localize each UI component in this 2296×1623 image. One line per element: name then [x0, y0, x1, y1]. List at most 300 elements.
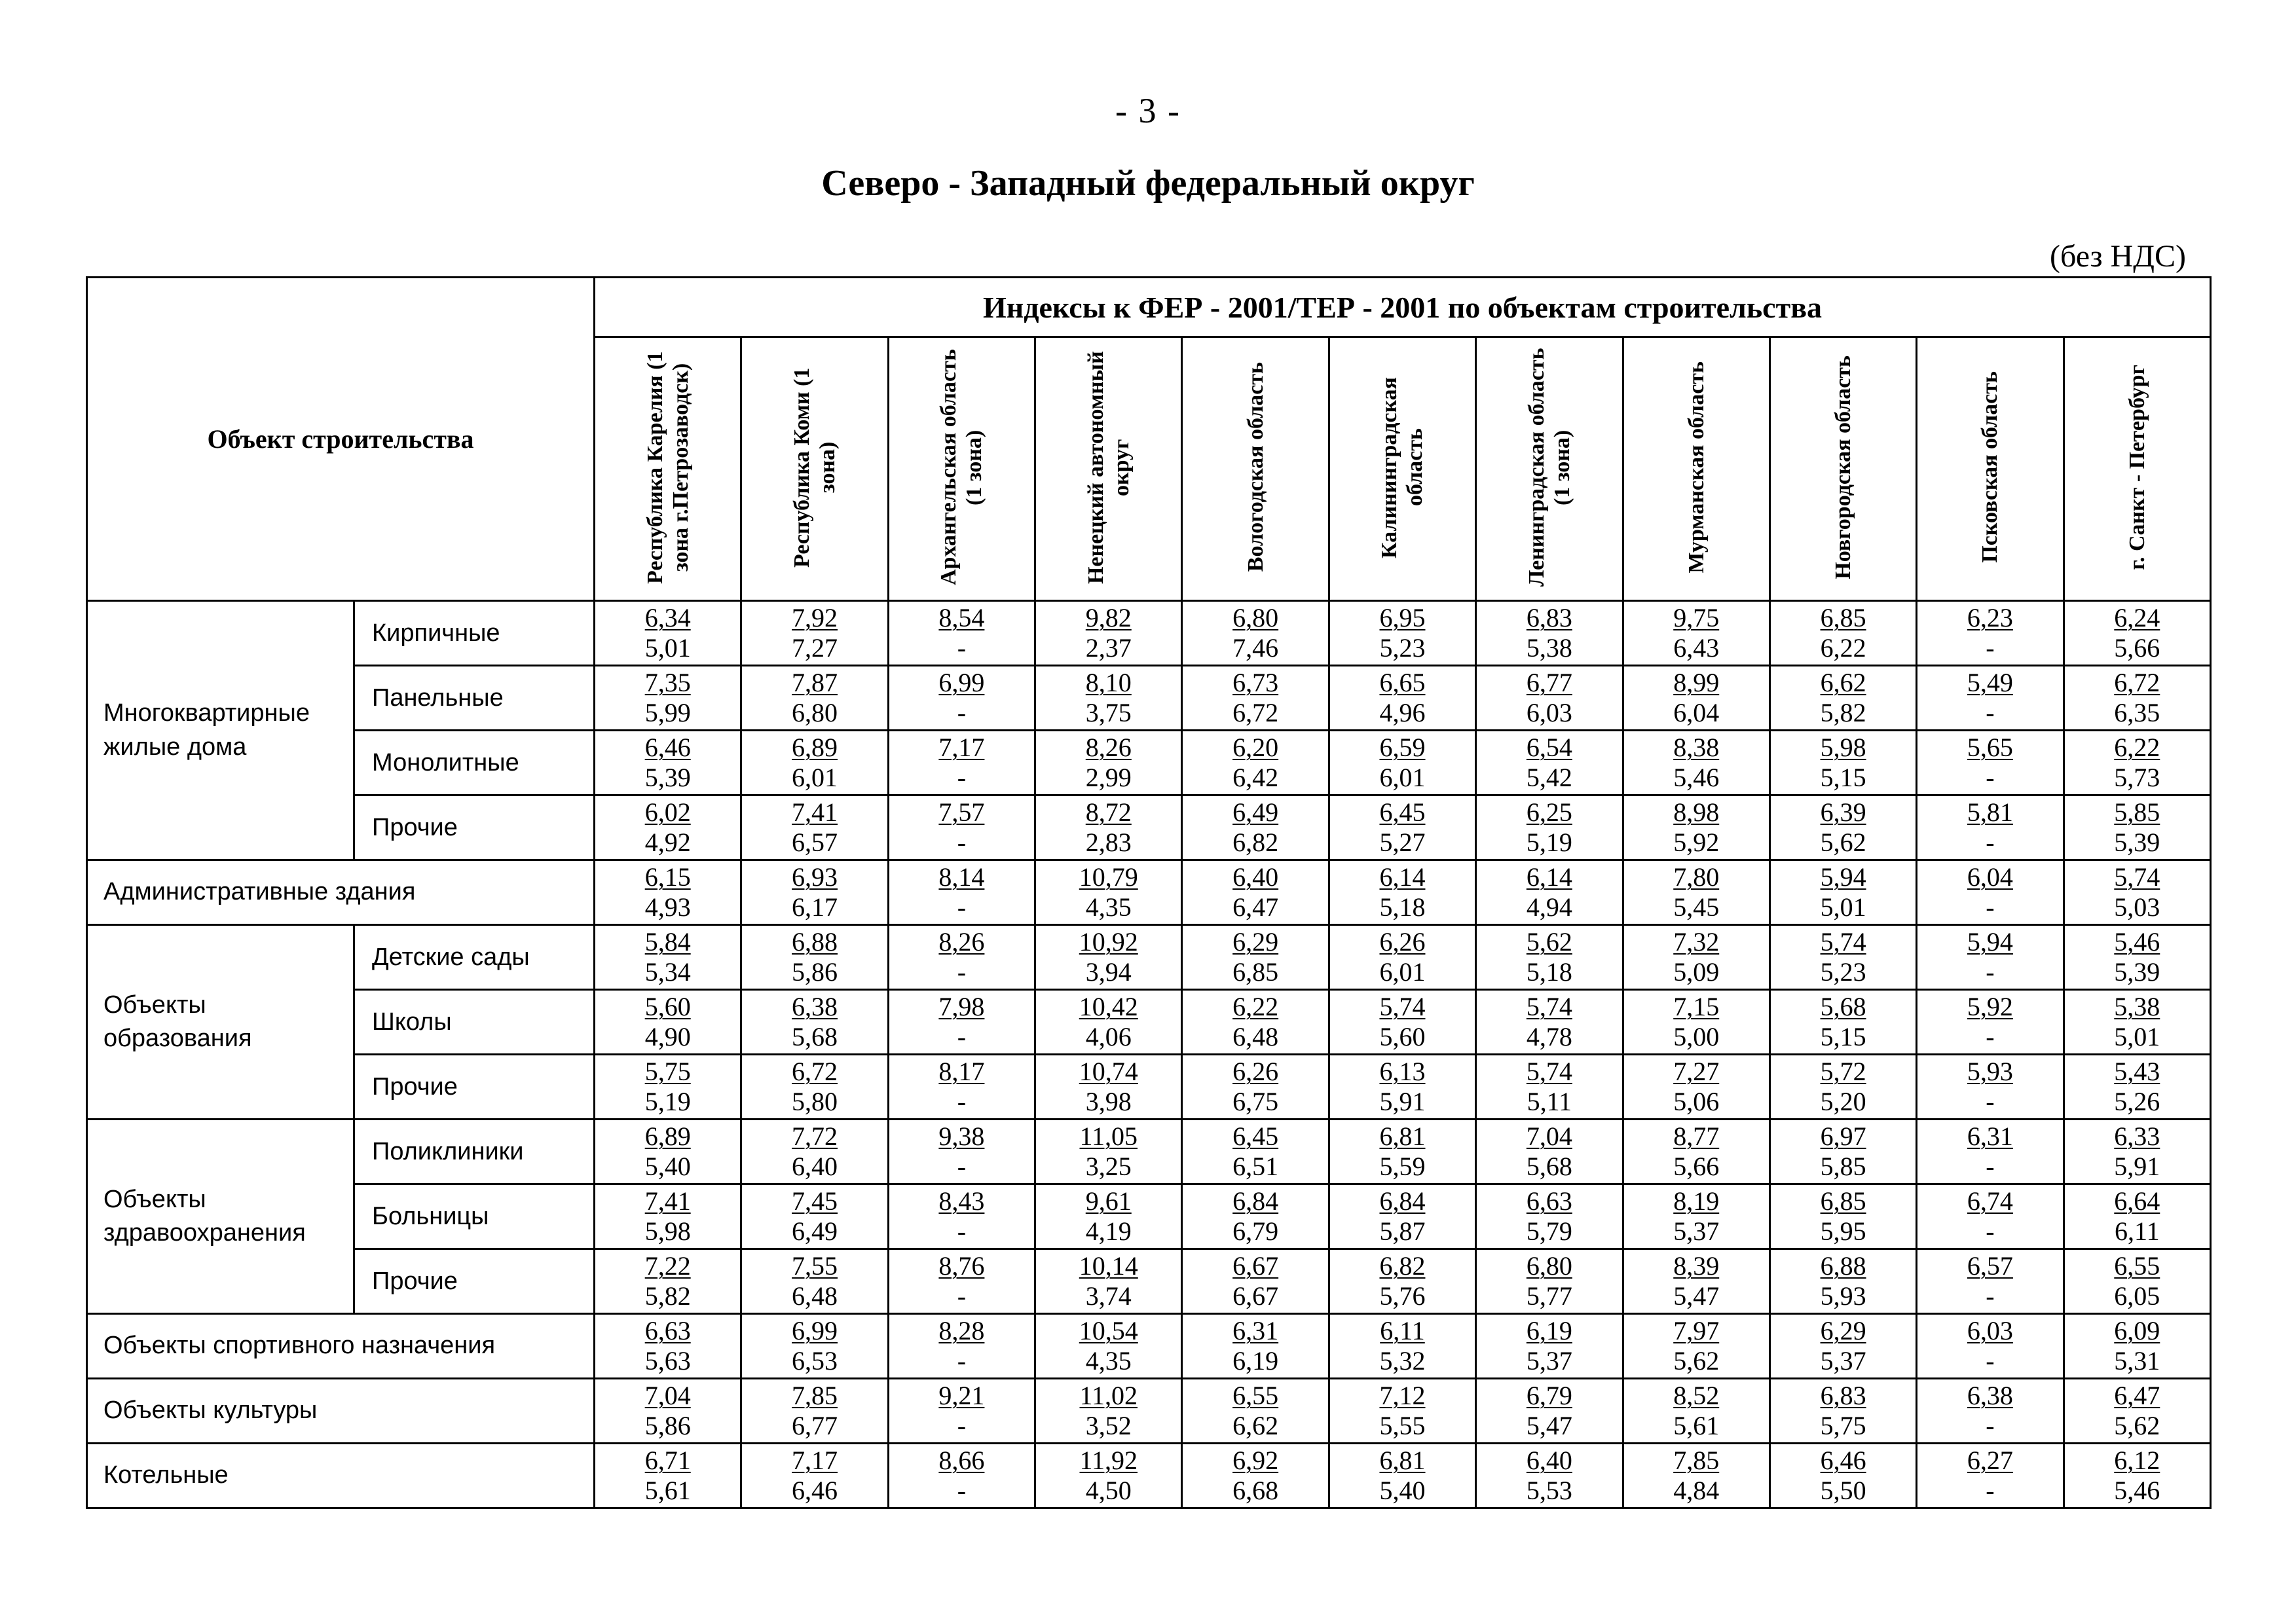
index-ter-value: 5,39	[2114, 957, 2160, 987]
index-ter-value: 6,22	[1820, 633, 1866, 663]
index-ter-value: 6,05	[2114, 1281, 2160, 1311]
object-subtype-label: Прочие	[354, 795, 595, 860]
index-cell	[1769, 666, 1916, 731]
index-fer-value: 5,72	[1820, 1057, 1866, 1086]
index-cell	[1917, 1055, 2064, 1120]
index-fer-value: 6,89	[644, 1122, 691, 1151]
index-fer-value: 5,74	[1820, 927, 1866, 957]
index-fer-value: 5,38	[2114, 992, 2160, 1021]
index-fer-value: 8,26	[1085, 733, 1132, 762]
index-cell	[888, 601, 1035, 666]
object-header: Объект строительства	[87, 278, 595, 601]
index-cell	[888, 1444, 1035, 1508]
index-fer-value: 9,38	[938, 1122, 985, 1151]
index-fer-value: 8,17	[938, 1057, 985, 1086]
index-fer-value: 6,71	[644, 1446, 691, 1475]
index-fer-value: 5,74	[1379, 992, 1426, 1021]
index-fer-value: 7,92	[792, 603, 838, 632]
index-ter-value: 5,73	[2114, 763, 2160, 792]
index-fer-value: 6,27	[1967, 1446, 2013, 1475]
index-fer-value: 6,04	[1967, 862, 2013, 892]
index-cell	[1623, 1444, 1769, 1508]
index-fer-value: 6,83	[1526, 603, 1572, 632]
index-cell	[2064, 666, 2210, 731]
index-ter-value: 6,40	[792, 1152, 838, 1181]
index-cell	[1329, 1444, 1475, 1508]
index-fer-value: 6,85	[1820, 1186, 1866, 1216]
index-cell	[741, 1184, 888, 1249]
index-ter-value: 5,19	[1526, 828, 1572, 857]
index-fer-value: 6,84	[1232, 1186, 1279, 1216]
index-fer-value: 10,42	[1079, 992, 1138, 1021]
index-ter-value: 5,15	[1820, 1022, 1866, 1051]
index-ter-value: 5,32	[1379, 1346, 1426, 1376]
index-cell	[1476, 1120, 1623, 1184]
index-cell	[1182, 925, 1329, 990]
index-ter-value: 6,01	[1379, 763, 1426, 792]
index-cell	[1329, 666, 1475, 731]
index-ter-value: 5,62	[1820, 828, 1866, 857]
index-cell	[888, 990, 1035, 1055]
index-fer-value: 10,14	[1079, 1251, 1138, 1281]
index-cell	[1182, 601, 1329, 666]
table-row	[87, 1055, 2211, 1120]
index-ter-value: 5,95	[1820, 1216, 1866, 1246]
index-ter-value: -	[1986, 763, 1995, 792]
index-ter-value: 6,82	[1232, 828, 1279, 857]
index-ter-value: 4,35	[1085, 892, 1132, 922]
index-cell	[2064, 795, 2210, 860]
table-row	[87, 1314, 2211, 1379]
index-cell	[2064, 1055, 2210, 1120]
index-ter-value: 5,09	[1673, 957, 1720, 987]
index-ter-value: 5,15	[1820, 763, 1866, 792]
index-ter-value: 5,50	[1820, 1476, 1866, 1505]
table-row	[87, 1249, 2211, 1314]
index-ter-value: 4,93	[644, 892, 691, 922]
index-cell	[1182, 795, 1329, 860]
index-cell	[1329, 1120, 1475, 1184]
index-cell	[1035, 860, 1182, 925]
index-fer-value: 5,62	[1526, 927, 1572, 957]
index-cell	[595, 1314, 741, 1379]
index-ter-value: 5,68	[1526, 1152, 1572, 1181]
index-cell	[1917, 666, 2064, 731]
table-row	[87, 731, 2211, 795]
index-cell	[1769, 1249, 1916, 1314]
index-cell	[1476, 925, 1623, 990]
index-cell	[595, 990, 741, 1055]
index-cell	[1917, 860, 2064, 925]
index-ter-value: 5,37	[1820, 1346, 1866, 1376]
index-ter-value: 5,23	[1379, 633, 1426, 663]
index-ter-value: 4,35	[1085, 1346, 1132, 1376]
index-ter-value: 5,01	[644, 633, 691, 663]
index-fer-value: 6,95	[1379, 603, 1426, 632]
index-cell	[1917, 1184, 2064, 1249]
index-ter-value: 5,87	[1379, 1216, 1426, 1246]
index-fer-value: 10,54	[1079, 1316, 1138, 1345]
index-ter-value: 5,46	[2114, 1476, 2160, 1505]
region-header	[1769, 337, 1916, 601]
index-cell	[1329, 795, 1475, 860]
index-cell	[741, 795, 888, 860]
index-fer-value: 6,33	[2114, 1122, 2160, 1151]
index-cell	[1623, 795, 1769, 860]
index-ter-value: 5,31	[2114, 1346, 2160, 1376]
index-fer-value: 6,88	[792, 927, 838, 957]
index-fer-value: 6,88	[1820, 1251, 1866, 1281]
index-ter-value: 3,25	[1085, 1152, 1132, 1181]
index-ter-value: 5,75	[1820, 1411, 1866, 1440]
index-fer-value: 7,32	[1673, 927, 1720, 957]
table-row	[87, 601, 2211, 666]
index-ter-value: 5,93	[1820, 1281, 1866, 1311]
index-ter-value: 5,06	[1673, 1087, 1720, 1116]
index-cell	[888, 795, 1035, 860]
index-ter-value: 7,27	[792, 633, 838, 663]
index-fer-value: 6,14	[1526, 862, 1572, 892]
index-fer-value: 8,39	[1673, 1251, 1720, 1281]
table-row	[87, 860, 2211, 925]
index-cell	[1769, 795, 1916, 860]
index-cell	[595, 860, 741, 925]
index-cell	[1035, 666, 1182, 731]
index-fer-value: 5,92	[1967, 992, 2013, 1021]
index-ter-value: 6,17	[792, 892, 838, 922]
index-cell	[2064, 1314, 2210, 1379]
index-cell	[1182, 1379, 1329, 1444]
index-fer-value: 9,75	[1673, 603, 1720, 632]
index-cell	[1769, 860, 1916, 925]
index-fer-value: 5,93	[1967, 1057, 2013, 1086]
index-fer-value: 9,21	[938, 1381, 985, 1410]
index-fer-value: 6,64	[2114, 1186, 2160, 1216]
index-ter-value: 6,62	[1232, 1411, 1279, 1440]
object-subtype-label: Кирпичные	[354, 601, 595, 666]
index-fer-value: 6,13	[1379, 1057, 1426, 1086]
index-fer-value: 6,29	[1820, 1316, 1866, 1345]
index-cell	[741, 1444, 888, 1508]
index-fer-value: 5,49	[1967, 668, 2013, 697]
index-fer-value: 7,41	[644, 1186, 691, 1216]
index-ter-value: 5,59	[1379, 1152, 1426, 1181]
index-cell	[741, 1314, 888, 1379]
object-subtype-label: Больницы	[354, 1184, 595, 1249]
index-fer-value: 7,22	[644, 1251, 691, 1281]
index-cell	[1329, 1379, 1475, 1444]
index-ter-value: 6,47	[1232, 892, 1279, 922]
index-cell	[888, 1055, 1035, 1120]
index-ter-value: 5,63	[644, 1346, 691, 1376]
object-group-label: Многоквартирные жилые дома	[87, 601, 354, 860]
index-ter-value: 5,39	[2114, 828, 2160, 857]
index-fer-value: 6,99	[938, 668, 985, 697]
index-cell	[595, 1379, 741, 1444]
index-fer-value: 6,49	[1232, 797, 1279, 827]
index-fer-value: 6,55	[1232, 1381, 1279, 1410]
index-cell	[595, 601, 741, 666]
index-fer-value: 5,46	[2114, 927, 2160, 957]
index-cell	[1623, 666, 1769, 731]
index-cell	[1623, 1120, 1769, 1184]
index-ter-value: -	[957, 892, 967, 922]
index-fer-value: 5,84	[644, 927, 691, 957]
index-cell	[1035, 1314, 1182, 1379]
index-cell	[1476, 666, 1623, 731]
index-cell	[1623, 601, 1769, 666]
object-group-label: Объекты спортивного назначения	[87, 1314, 595, 1379]
index-cell	[1623, 1379, 1769, 1444]
index-fer-value: 6,22	[1232, 992, 1279, 1021]
index-ter-value: 5,01	[1820, 892, 1866, 922]
index-cell	[741, 601, 888, 666]
index-cell	[1182, 990, 1329, 1055]
vat-note: (без НДС)	[2049, 239, 2186, 274]
index-fer-value: 5,68	[1820, 992, 1866, 1021]
object-subtype-label: Монолитные	[354, 731, 595, 795]
index-fer-value: 8,54	[938, 603, 985, 632]
object-subtype-label: Панельные	[354, 666, 595, 731]
index-cell	[741, 1055, 888, 1120]
index-fer-value: 8,19	[1673, 1186, 1720, 1216]
index-cell	[1476, 795, 1623, 860]
index-fer-value: 7,55	[792, 1251, 838, 1281]
index-fer-value: 6,45	[1232, 1122, 1279, 1151]
index-fer-value: 5,74	[1526, 992, 1572, 1021]
index-ter-value: -	[957, 1281, 967, 1311]
index-ter-value: 5,86	[644, 1411, 691, 1440]
index-fer-value: 11,05	[1079, 1122, 1138, 1151]
index-cell	[1329, 601, 1475, 666]
index-cell	[1623, 731, 1769, 795]
index-ter-value: 5,62	[2114, 1411, 2160, 1440]
object-subtype-label: Школы	[354, 990, 595, 1055]
index-fer-value: 5,94	[1967, 927, 2013, 957]
index-ter-value: 5,39	[644, 763, 691, 792]
index-cell	[1035, 1184, 1182, 1249]
index-ter-value: -	[1986, 1087, 1995, 1116]
index-cell	[1917, 601, 2064, 666]
index-ter-value: 6,67	[1232, 1281, 1279, 1311]
index-fer-value: 6,47	[2114, 1381, 2160, 1410]
index-fer-value: 6,29	[1232, 927, 1279, 957]
index-fer-value: 7,35	[644, 668, 691, 697]
region-label: Республика Карелия (1 зона г.Петрозаводск)	[642, 350, 693, 584]
index-fer-value: 6,24	[2114, 603, 2160, 632]
table-row	[87, 990, 2211, 1055]
index-cell	[1769, 1184, 1916, 1249]
index-ter-value: 5,01	[2114, 1022, 2160, 1051]
index-cell	[1182, 731, 1329, 795]
index-cell	[1769, 601, 1916, 666]
index-cell	[741, 925, 888, 990]
index-ter-value: -	[1986, 1216, 1995, 1246]
index-ter-value: -	[957, 1022, 967, 1051]
index-ter-value: -	[957, 1346, 967, 1376]
index-fer-value: 6,09	[2114, 1316, 2160, 1345]
index-fer-value: 7,27	[1673, 1057, 1720, 1086]
region-header	[2064, 337, 2210, 601]
index-cell	[1476, 731, 1623, 795]
index-fer-value: 5,94	[1820, 862, 1866, 892]
index-fer-value: 5,81	[1967, 797, 2013, 827]
index-cell	[1035, 1444, 1182, 1508]
index-cell	[1769, 925, 1916, 990]
region-header	[1182, 337, 1329, 601]
index-ter-value: 5,46	[1673, 763, 1720, 792]
index-ter-value: 5,91	[1379, 1087, 1426, 1116]
region-header	[1623, 337, 1769, 601]
index-cell	[595, 1444, 741, 1508]
index-fer-value: 6,11	[1380, 1316, 1425, 1345]
index-cell	[1917, 731, 2064, 795]
index-ter-value: 6,48	[1232, 1022, 1279, 1051]
index-fer-value: 6,40	[1526, 1446, 1572, 1475]
region-header	[741, 337, 888, 601]
index-cell	[2064, 1444, 2210, 1508]
index-fer-value: 8,43	[938, 1186, 985, 1216]
index-cell	[1035, 795, 1182, 860]
index-cell	[1476, 860, 1623, 925]
index-cell	[1329, 1184, 1475, 1249]
index-ter-value: 6,19	[1232, 1346, 1279, 1376]
object-subtype-label: Прочие	[354, 1055, 595, 1120]
index-cell	[2064, 1120, 2210, 1184]
index-ter-value: -	[957, 763, 967, 792]
index-ter-value: 6,79	[1232, 1216, 1279, 1246]
index-fer-value: 9,61	[1085, 1186, 1132, 1216]
table-row	[87, 1120, 2211, 1184]
index-fer-value: 8,14	[938, 862, 985, 892]
index-cell	[595, 1184, 741, 1249]
index-cell	[1769, 1379, 1916, 1444]
index-cell	[1035, 925, 1182, 990]
index-cell	[888, 731, 1035, 795]
index-ter-value: 5,40	[644, 1152, 691, 1181]
object-group-label: Объекты культуры	[87, 1379, 595, 1444]
index-fer-value: 6,65	[1379, 668, 1426, 697]
index-fer-value: 6,31	[1232, 1316, 1279, 1345]
index-ter-value: 4,06	[1085, 1022, 1132, 1051]
index-ter-value: 4,19	[1085, 1216, 1132, 1246]
object-subtype-label: Прочие	[354, 1249, 595, 1314]
index-fer-value: 7,97	[1673, 1316, 1720, 1345]
index-ter-value: 5,79	[1526, 1216, 1572, 1246]
index-ter-value: -	[957, 633, 967, 663]
index-fer-value: 5,75	[644, 1057, 691, 1086]
object-group-label: Административные здания	[87, 860, 595, 925]
index-fer-value: 8,10	[1085, 668, 1132, 697]
index-ter-value: 6,49	[792, 1216, 838, 1246]
index-cell	[595, 1120, 741, 1184]
index-fer-value: 6,89	[792, 733, 838, 762]
index-fer-value: 6,85	[1820, 603, 1866, 632]
index-ter-value: 5,98	[644, 1216, 691, 1246]
index-cell	[1182, 1444, 1329, 1508]
index-ter-value: 2,99	[1085, 763, 1132, 792]
index-cell	[1476, 1055, 1623, 1120]
index-ter-value: -	[1986, 828, 1995, 857]
index-fer-value: 6,63	[644, 1316, 691, 1345]
index-ter-value: 6,72	[1232, 698, 1279, 727]
index-table	[86, 276, 2212, 1509]
index-cell	[1182, 1120, 1329, 1184]
index-fer-value: 7,98	[938, 992, 985, 1021]
index-fer-value: 10,92	[1079, 927, 1138, 957]
index-fer-value: 7,85	[1673, 1446, 1720, 1475]
index-ter-value: 4,94	[1526, 892, 1572, 922]
index-fer-value: 6,22	[2114, 733, 2160, 762]
index-cell	[741, 666, 888, 731]
index-ter-value: 5,66	[2114, 633, 2160, 663]
region-label: Псковская область	[1978, 371, 2003, 563]
index-ter-value: 5,82	[644, 1281, 691, 1311]
index-cell	[1035, 601, 1182, 666]
index-cell	[1182, 666, 1329, 731]
index-fer-value: 6,02	[644, 797, 691, 827]
index-ter-value: 6,11	[2115, 1216, 2160, 1246]
index-cell	[1769, 731, 1916, 795]
region-label: Архангельская область (1 зона)	[936, 349, 987, 585]
index-ter-value: 6,85	[1232, 957, 1279, 987]
index-ter-value: 6,01	[1379, 957, 1426, 987]
index-cell	[888, 1184, 1035, 1249]
index-ter-value: -	[957, 828, 967, 857]
index-cell	[888, 925, 1035, 990]
region-label: Калининградская область	[1377, 376, 1428, 558]
index-fer-value: 8,76	[938, 1251, 985, 1281]
index-ter-value: 5,37	[1526, 1346, 1572, 1376]
region-label: Ненецкий автономный округ	[1083, 350, 1134, 584]
index-cell	[2064, 1379, 2210, 1444]
region-label: Республика Коми (1 зона)	[789, 367, 840, 568]
region-header	[1329, 337, 1475, 601]
index-ter-value: 2,37	[1085, 633, 1132, 663]
index-fer-value: 7,17	[938, 733, 985, 762]
index-cell	[1476, 601, 1623, 666]
index-fer-value: 7,04	[1526, 1122, 1572, 1151]
index-ter-value: 5,61	[1673, 1411, 1720, 1440]
index-fer-value: 6,72	[2114, 668, 2160, 697]
index-ter-value: 5,80	[792, 1087, 838, 1116]
index-fer-value: 8,26	[938, 927, 985, 957]
index-ter-value: 5,26	[2114, 1087, 2160, 1116]
index-ter-value: 4,84	[1673, 1476, 1720, 1505]
index-cell	[1476, 1444, 1623, 1508]
index-cell	[888, 1379, 1035, 1444]
table-row	[87, 925, 2211, 990]
index-ter-value: 2,83	[1085, 828, 1132, 857]
index-fer-value: 6,38	[1967, 1381, 2013, 1410]
index-ter-value: 6,53	[792, 1346, 838, 1376]
index-fer-value: 6,45	[1379, 797, 1426, 827]
index-ter-value: 5,66	[1673, 1152, 1720, 1181]
index-ter-value: 5,68	[792, 1022, 838, 1051]
index-ter-value: 5,47	[1526, 1411, 1572, 1440]
index-ter-value: 5,38	[1526, 633, 1572, 663]
index-cell	[1182, 1314, 1329, 1379]
index-ter-value: 6,51	[1232, 1152, 1279, 1181]
index-cell	[1182, 1184, 1329, 1249]
index-fer-value: 6,57	[1967, 1251, 2013, 1281]
index-cell	[1182, 1055, 1329, 1120]
index-fer-value: 6,72	[792, 1057, 838, 1086]
index-fer-value: 6,97	[1820, 1122, 1866, 1151]
index-ter-value: 5,37	[1673, 1216, 1720, 1246]
index-fer-value: 8,28	[938, 1316, 985, 1345]
index-cell	[741, 990, 888, 1055]
